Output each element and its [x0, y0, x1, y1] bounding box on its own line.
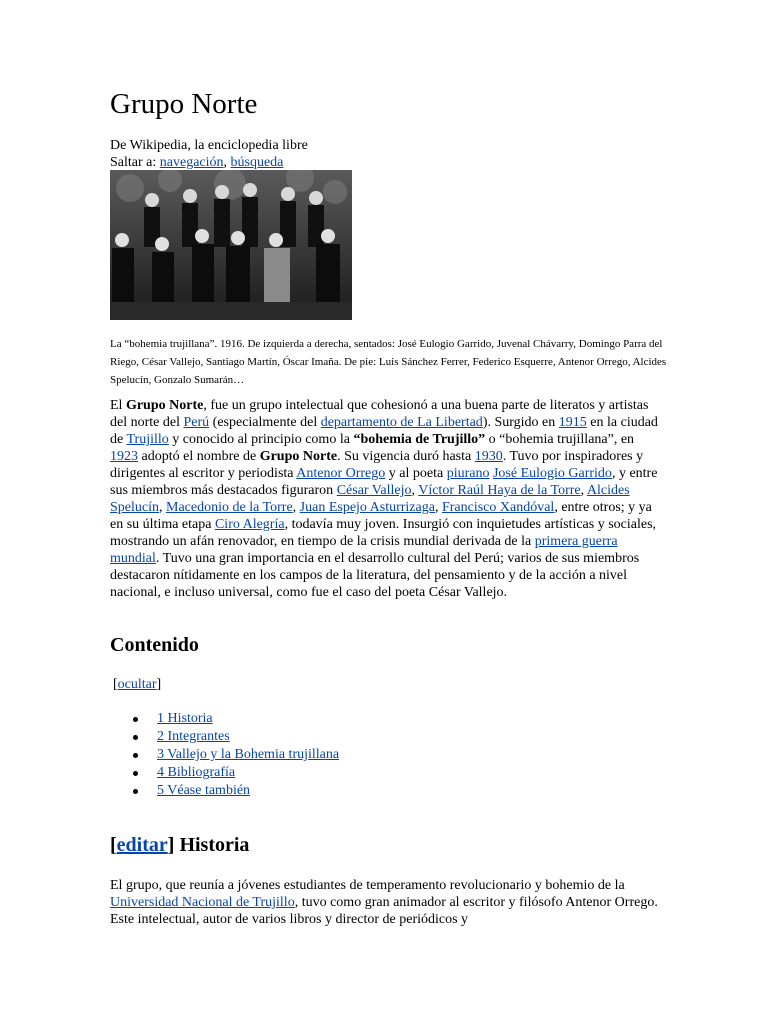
bullet-icon [133, 753, 138, 758]
edit-open-bracket: [ [110, 834, 117, 856]
bullet-icon [133, 789, 138, 794]
group-photo[interactable] [110, 170, 352, 320]
group-photo-image [110, 170, 352, 320]
intro-text: El [110, 398, 126, 413]
source-line: De Wikipedia, la enciclopedia libre [110, 138, 308, 153]
bullet-icon [133, 771, 138, 776]
intro-bold-text: Grupo Norte [125, 398, 204, 413]
toc-item [130, 710, 339, 728]
toc-link[interactable]: 2 Integrantes [157, 729, 230, 744]
toc-item [130, 764, 339, 782]
toc-item [130, 728, 339, 746]
intro-text: o “bohemia trujillana”, en [485, 432, 635, 447]
intro-link[interactable]: Trujillo [126, 432, 169, 447]
intro-link[interactable]: José Eulogio Garrido [492, 466, 612, 481]
history-text: El grupo, que reunía a jóvenes estudiantes de temperamento revolucionario y bohemio de la [110, 878, 625, 893]
toc-toggle-open-bracket: [ [113, 677, 118, 692]
jump-prefix: Saltar a: [110, 155, 160, 170]
edit-close-bracket: ] [167, 834, 175, 856]
intro-text: adoptó el nombre de [138, 449, 260, 464]
intro-text: , todavía muy joven. Insurgió con inquietudes artísticas y sociales, mostrando un afán renovador, en tiempo de la crisis mundial derivada de la [110, 517, 657, 549]
intro-link[interactable]: Macedonio de la Torre [166, 500, 293, 515]
toc-link[interactable]: 4 Bibliografía [157, 765, 236, 780]
jump-links [110, 154, 308, 171]
intro-text: , [159, 500, 166, 515]
intro-text: , [292, 500, 300, 515]
toc-list [130, 710, 339, 800]
history-text: , tuvo como gran animador al escritor y filósofo Antenor Orrego. Este intelectual, autor de varios libros y director de periódicos y [110, 895, 658, 927]
toc-link[interactable]: 5 Véase también [157, 783, 251, 798]
intro-text: ). Surgido en [482, 415, 559, 430]
intro-text: (especialmente del [209, 415, 321, 430]
intro-link[interactable]: piurano [446, 466, 490, 481]
toc-hide-link[interactable]: ocultar [117, 677, 157, 692]
toc-title: Contenido [110, 634, 199, 656]
intro-text: y conocido al principio como la [168, 432, 354, 447]
history-title: Historia [174, 834, 250, 856]
jump-navigation-link[interactable]: navegación [159, 155, 224, 170]
intro-text: , y entre sus miembros más destacados figuraron [110, 466, 658, 498]
intro-link[interactable]: Ciro Alegría [214, 517, 285, 532]
toc-toggle [113, 677, 161, 693]
intro-link[interactable]: Antenor Orrego [296, 466, 386, 481]
intro-link[interactable]: Alcides Spelucín [110, 483, 630, 515]
intro-text: en la ciudad de [110, 415, 658, 447]
intro-link[interactable]: 1923 [110, 449, 138, 464]
edit-history-link[interactable]: editar [116, 834, 168, 856]
history-heading [110, 834, 249, 857]
intro-link[interactable]: Víctor Raúl Haya de la Torre [418, 483, 581, 498]
intro-link[interactable]: Juan Espejo Asturrizaga [299, 500, 435, 515]
toc-link[interactable]: 1 Historia [157, 711, 213, 726]
toc-toggle-close-bracket: ] [156, 677, 162, 692]
intro-paragraph [110, 397, 662, 601]
intro-bold-text: Grupo Norte [259, 449, 338, 464]
history-link[interactable]: Universidad Nacional de Trujillo [110, 895, 295, 910]
intro-link[interactable]: César Vallejo [336, 483, 412, 498]
intro-text: , [411, 483, 419, 498]
intro-link[interactable]: Francisco Xandóval [441, 500, 555, 515]
bullet-icon [133, 735, 138, 740]
toc-item [130, 782, 339, 800]
intro-link[interactable]: 1915 [558, 415, 587, 430]
toc-item [130, 746, 339, 764]
photo-caption: La “bohemia trujillana”. 1916. De izquierda a derecha, sentados: José Eulogio Garrido, Juvenal Chávarry, Domingo Parra del Riego, César Vallejo, Santiago Martín, Óscar Imaña. De pie: Luis Sánchez Ferrer, Federico Esquerre, Antenor Orrego, Alcides Spelucín, Gonzalo Sumarán… [110, 338, 667, 386]
intro-link[interactable]: departamento de La Libertad [320, 415, 483, 430]
intro-bold-text: “bohemia de Trujillo” [353, 432, 486, 447]
toc-link[interactable]: 3 Vallejo y la Bohemia trujillana [157, 747, 340, 762]
jump-search-link[interactable]: búsqueda [230, 155, 284, 170]
bullet-icon [133, 717, 138, 722]
intro-link[interactable]: Perú [183, 415, 210, 430]
intro-text: . Tuvo por inspiradores y dirigentes al escritor y periodista [110, 449, 644, 481]
intro-text: , [580, 483, 587, 498]
page-title: Grupo Norte [110, 88, 258, 120]
intro-text: y al poeta [385, 466, 447, 481]
intro-text: , [434, 500, 442, 515]
intro-link[interactable]: 1930 [474, 449, 503, 464]
history-paragraph [110, 877, 662, 928]
intro-link[interactable]: primera guerra mundial [110, 534, 618, 566]
intro-text: . Tuvo una gran importancia en el desarrollo cultural del Perú; varios de sus miembros destacaron nítidamente en los campos de la literatura, del pensamiento y de la acción a nivel nacional, e incluso universal, como fue el caso del poeta César Vallejo. [110, 551, 640, 600]
intro-text: , fue un grupo intelectual que cohesionó a una buena parte de literatos y artistas del norte del [110, 398, 649, 430]
intro-text: , entre otros; y ya en su última etapa [110, 500, 652, 532]
site-subtitle [110, 137, 308, 171]
intro-text: . Su vigencia duró hasta [337, 449, 475, 464]
jump-separator: , [223, 155, 231, 170]
